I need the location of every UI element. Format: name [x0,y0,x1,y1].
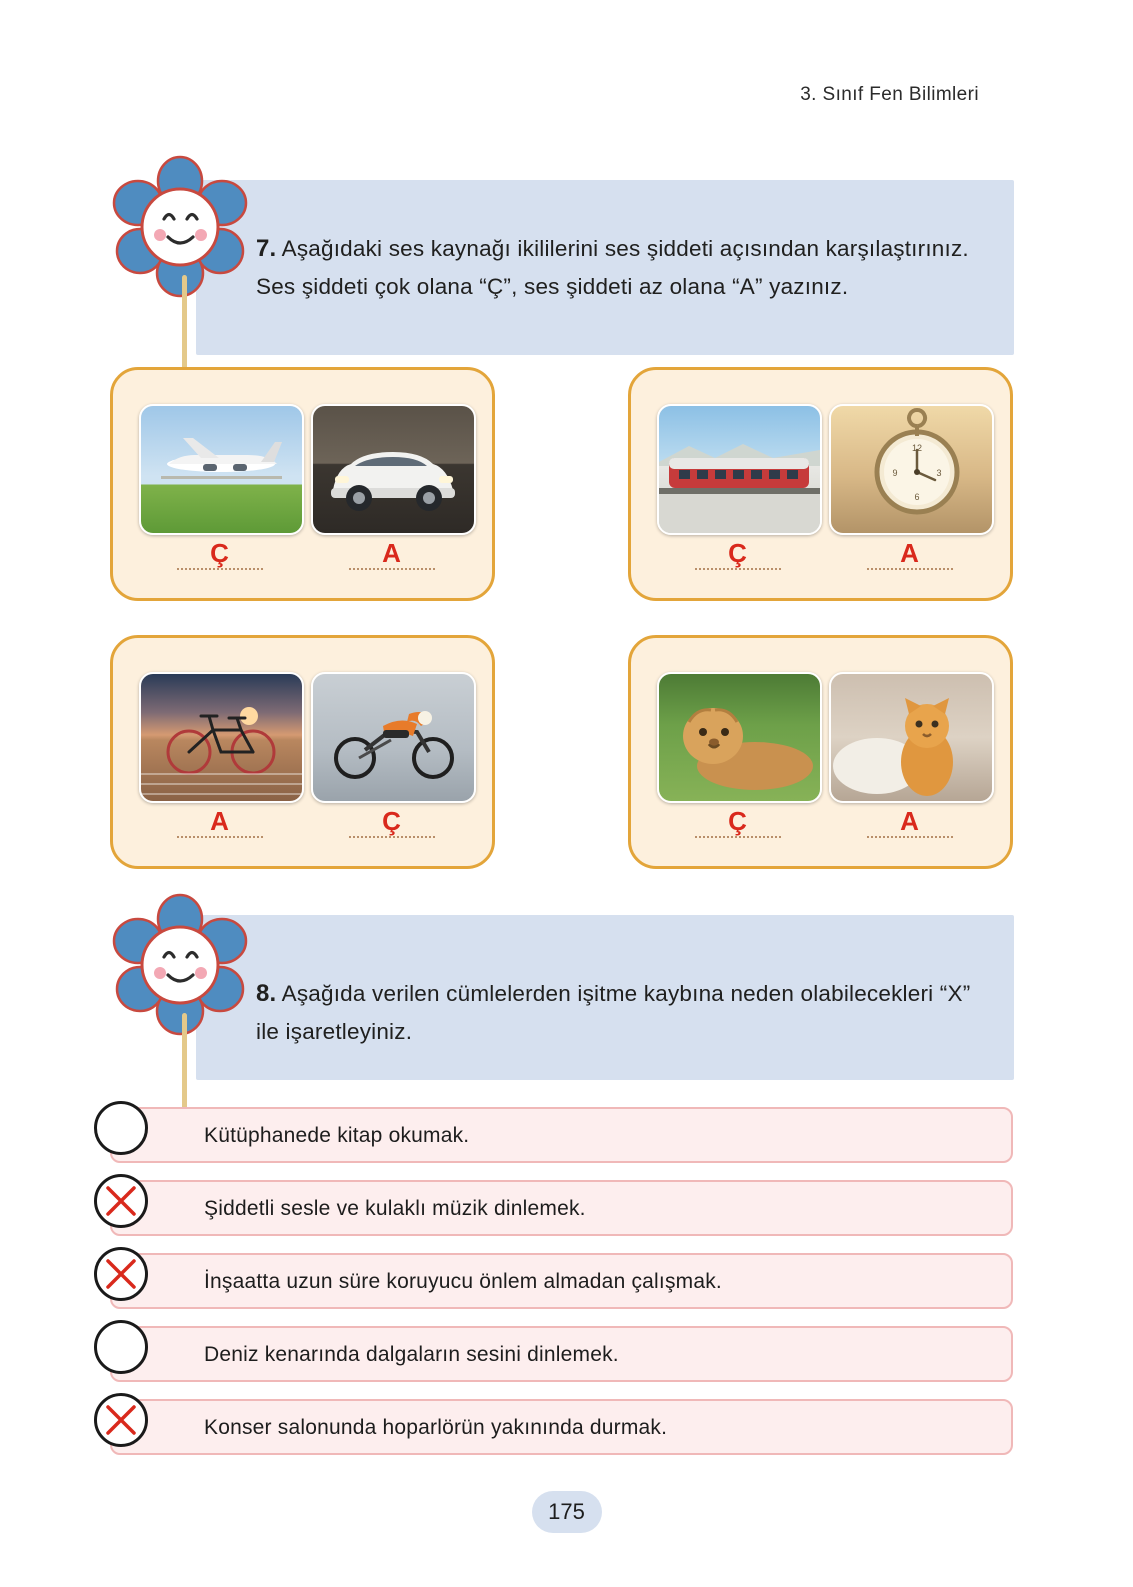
answer-lion[interactable]: Ç [657,806,818,838]
flower-decoration-icon [108,155,253,305]
question-7-banner [196,180,1014,355]
cat-photo [829,672,994,803]
question-8-number: 8. [256,980,277,1007]
answer-plane[interactable]: Ç [139,538,300,570]
answer-cat[interactable]: A [829,806,990,838]
airplane-photo [139,404,304,535]
checkbox-x-icon[interactable] [94,1393,148,1447]
answer-motorbike[interactable]: Ç [311,806,472,838]
lion-photo [657,672,822,803]
question-7-body: Aşağıdaki ses kaynağı ikililerini ses şiddeti açısından karşılaştırınız. Ses şiddeti çok olana “Ç”, ses şiddeti az olana “A” yazınız. [256,236,969,299]
pocket-watch-photo [829,404,994,535]
checkbox-circle-icon[interactable] [94,1101,148,1155]
list-item-label: Deniz kenarında dalgaların sesini dinlemek. [204,1343,619,1366]
list-item[interactable] [110,1253,1013,1309]
question-7-text [256,230,988,305]
checkbox-x-icon[interactable] [94,1247,148,1301]
list-item[interactable] [110,1399,1013,1455]
answer-bicycle[interactable]: A [139,806,300,838]
list-item[interactable] [110,1326,1013,1382]
page-header: 3. Sınıf Fen Bilimleri [800,84,979,105]
pair-card-bicycle-motorbike [110,635,495,869]
train-photo [657,404,822,535]
page-number: 175 [532,1491,602,1533]
pair-card-lion-cat [628,635,1013,869]
flower-icon [108,155,253,305]
flower-icon-2 [108,893,253,1043]
question-8-body: Aşağıda verilen cümlelerden işitme kaybına neden olabilecekleri “X” ile işaretleyiniz. [256,981,971,1044]
checkbox-circle-icon[interactable] [94,1320,148,1374]
pair-card-plane-car [110,367,495,601]
flower-decoration-icon-2 [108,893,253,1043]
question-8-text [256,975,988,1050]
checkbox-x-icon[interactable] [94,1174,148,1228]
svg-text:9: 9 [892,468,898,478]
white-suv-car-photo [311,404,476,535]
pair-card-train-clock [628,367,1013,601]
question-8-banner [196,915,1014,1080]
list-item-label: Konser salonunda hoparlörün yakınında durmak. [204,1416,668,1439]
svg-text:3: 3 [936,468,942,478]
list-item[interactable] [110,1107,1013,1163]
list-item-label: Kütüphanede kitap okumak. [204,1124,470,1147]
svg-text:6: 6 [914,492,920,502]
list-item-label: Şiddetli sesle ve kulaklı müzik dinlemek. [204,1197,586,1220]
answer-train[interactable]: Ç [657,538,818,570]
list-item-label: İnşaatta uzun süre koruyucu önlem almadan çalışmak. [204,1270,722,1293]
answer-car[interactable]: A [311,538,472,570]
svg-text:12: 12 [911,443,923,453]
bicycle-photo [139,672,304,803]
motorcycle-photo [311,672,476,803]
list-item[interactable] [110,1180,1013,1236]
answer-clock[interactable]: A [829,538,990,570]
question-7-number: 7. [256,235,277,262]
